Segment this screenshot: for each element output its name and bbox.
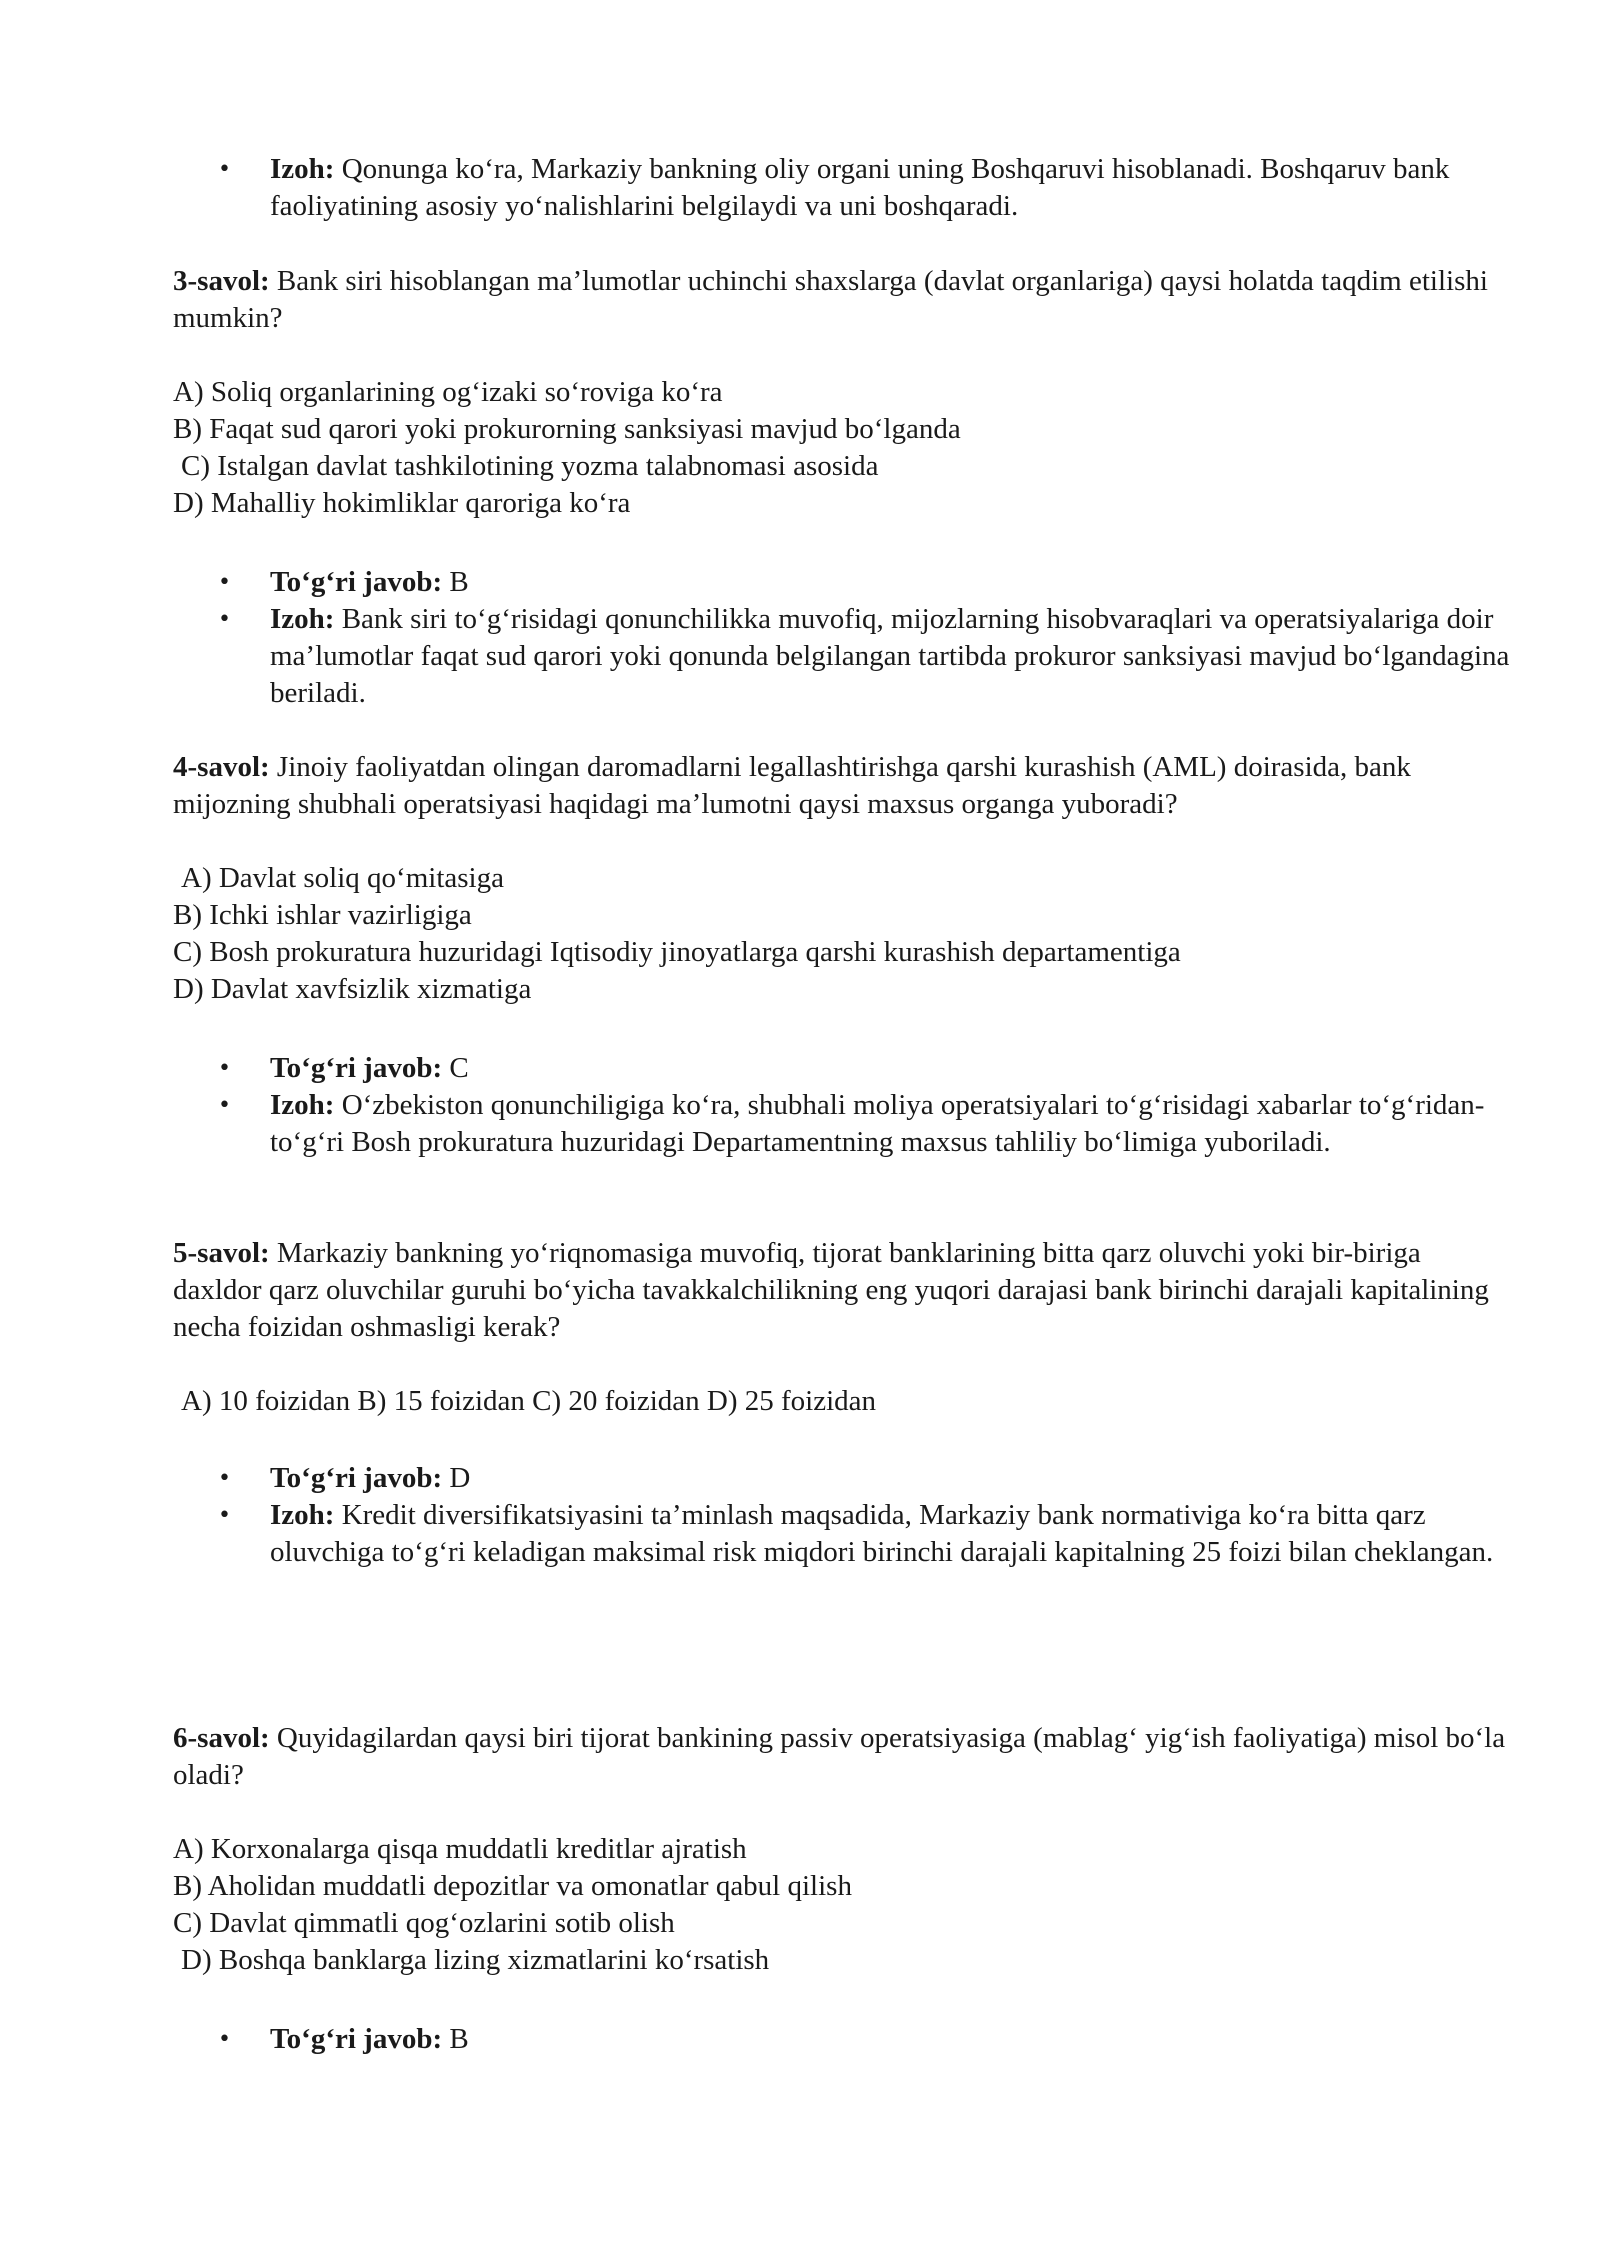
answer-label: To‘g‘ri javob: bbox=[270, 566, 443, 598]
question-text: Markaziy bankning yo‘riqnomasiga muvofiq, tijorat banklarining bitta qarz oluvchi yoki bir-biriga daxldor qarz oluvchilar guruhi bo‘yicha tavakkalchilikning eng yuqori darajasi bank birinchi darajali kapitalining necha foizidan oshmasligi kerak? bbox=[173, 1237, 1489, 1343]
option-c: C) Davlat qimmatli qog‘ozlarini sotib olish bbox=[173, 1907, 675, 1939]
option-c: C) Istalgan davlat tashkilotining yozma talabnomasi asosida bbox=[181, 450, 879, 482]
option-c: C) Bosh prokuratura huzuridagi Iqtisodiy jinoyatlarga qarshi kurashish departamentiga bbox=[173, 936, 1181, 968]
q4-answer bbox=[0, 1050, 1520, 1087]
q6-answer bbox=[0, 2021, 1520, 2058]
question-text: Bank siri hisoblangan ma’lumotlar uchinchi shaxslarga (davlat organlariga) qaysi holatda taqdim etilishi mumkin? bbox=[173, 265, 1488, 334]
q4-bullets bbox=[0, 1050, 1600, 1161]
izoh-label: Izoh: bbox=[270, 603, 335, 635]
q5-options bbox=[173, 1383, 1513, 1420]
q2-izoh bbox=[0, 151, 1520, 225]
question-label: 6-savol: bbox=[173, 1722, 270, 1754]
q3-options bbox=[173, 374, 1513, 522]
q4-question bbox=[173, 749, 1513, 823]
question-label: 4-savol: bbox=[173, 751, 270, 783]
option-d: D) Mahalliy hokimliklar qaroriga ko‘ra bbox=[173, 487, 631, 519]
option-a: A) Davlat soliq qo‘mitasiga bbox=[181, 862, 504, 894]
q6-options bbox=[173, 1831, 1513, 1979]
answer-value: B bbox=[442, 2023, 469, 2055]
q4-izoh bbox=[0, 1087, 1520, 1161]
izoh-text: Bank siri to‘g‘risidagi qonunchilikka muvofiq, mijozlarning hisobvaraqlari va operatsiyalariga doir ma’lumotlar faqat sud qarori yoki qonunda belgilangan tartibda prokuror sanksiyasi mavjud bo‘lgandagina beriladi. bbox=[270, 603, 1510, 709]
option-d: D) Davlat xavfsizlik xizmatiga bbox=[173, 973, 532, 1005]
izoh-label: Izoh: bbox=[270, 1089, 335, 1121]
answer-value: C bbox=[442, 1052, 469, 1084]
q5-izoh bbox=[0, 1497, 1520, 1571]
izoh-text: Qonunga ko‘ra, Markaziy bankning oliy organi uning Boshqaruvi hisoblanadi. Boshqaruv bank faoliyatining asosiy yo‘nalishlarini belgilaydi va uni boshqaradi. bbox=[270, 153, 1450, 222]
izoh-label: Izoh: bbox=[270, 1499, 335, 1531]
option-a: A) Korxonalarga qisqa muddatli kreditlar ajratish bbox=[173, 1833, 747, 1865]
q3-izoh bbox=[0, 601, 1520, 712]
option-d: D) Boshqa banklarga lizing xizmatlarini ko‘rsatish bbox=[181, 1944, 770, 1976]
answer-label: To‘g‘ri javob: bbox=[270, 1052, 443, 1084]
option-b: B) Ichki ishlar vazirligiga bbox=[173, 899, 472, 931]
option-a: A) Soliq organlarining og‘izaki so‘roviga ko‘ra bbox=[173, 376, 723, 408]
q3-question bbox=[173, 263, 1513, 337]
option-b: B) Faqat sud qarori yoki prokurorning sanksiyasi mavjud bo‘lganda bbox=[173, 413, 961, 445]
q5-answer bbox=[0, 1460, 1520, 1497]
answer-label: To‘g‘ri javob: bbox=[270, 2023, 443, 2055]
options-line: A) 10 foizidan B) 15 foizidan C) 20 foizidan D) 25 foizidan bbox=[181, 1385, 877, 1417]
q6-question bbox=[173, 1720, 1513, 1794]
q3-answer bbox=[0, 564, 1520, 601]
question-text: Jinoiy faoliyatdan olingan daromadlarni legallashtirishga qarshi kurashish (AML) doirasida, bank mijozning shubhali operatsiyasi haqidagi ma’lumotni qaysi maxsus organga yuboradi? bbox=[173, 751, 1411, 820]
q5-question bbox=[173, 1235, 1513, 1346]
question-label: 3-savol: bbox=[173, 265, 270, 297]
option-b: B) Aholidan muddatli depozitlar va omonatlar qabul qilish bbox=[173, 1870, 852, 1902]
izoh-text: O‘zbekiston qonunchiligiga ko‘ra, shubhali moliya operatsiyalari to‘g‘risidagi xabarlar to‘g‘ridan-to‘g‘ri Bosh prokuratura huzuridagi Departamentning maxsus tahliliy bo‘limiga yuboriladi. bbox=[270, 1089, 1485, 1158]
answer-value: D bbox=[442, 1462, 471, 1494]
q3-bullets bbox=[0, 564, 1600, 712]
answer-value: B bbox=[442, 566, 469, 598]
q4-options bbox=[173, 860, 1513, 1008]
izoh-text: Kredit diversifikatsiyasini ta’minlash maqsadida, Markaziy bank normativiga ko‘ra bitta qarz oluvchiga to‘g‘ri keladigan maksimal risk miqdori birinchi darajali kapitalning 25 foizi bilan cheklangan. bbox=[270, 1499, 1494, 1568]
q6-bullets bbox=[0, 2021, 1600, 2058]
q2-bullets bbox=[0, 151, 1600, 225]
question-label: 5-savol: bbox=[173, 1237, 270, 1269]
q5-bullets bbox=[0, 1460, 1600, 1571]
izoh-label: Izoh: bbox=[270, 153, 335, 185]
question-text: Quyidagilardan qaysi biri tijorat bankining passiv operatsiyasiga (mablag‘ yig‘ish faoliyatiga) misol bo‘la oladi? bbox=[173, 1722, 1506, 1791]
answer-label: To‘g‘ri javob: bbox=[270, 1462, 443, 1494]
